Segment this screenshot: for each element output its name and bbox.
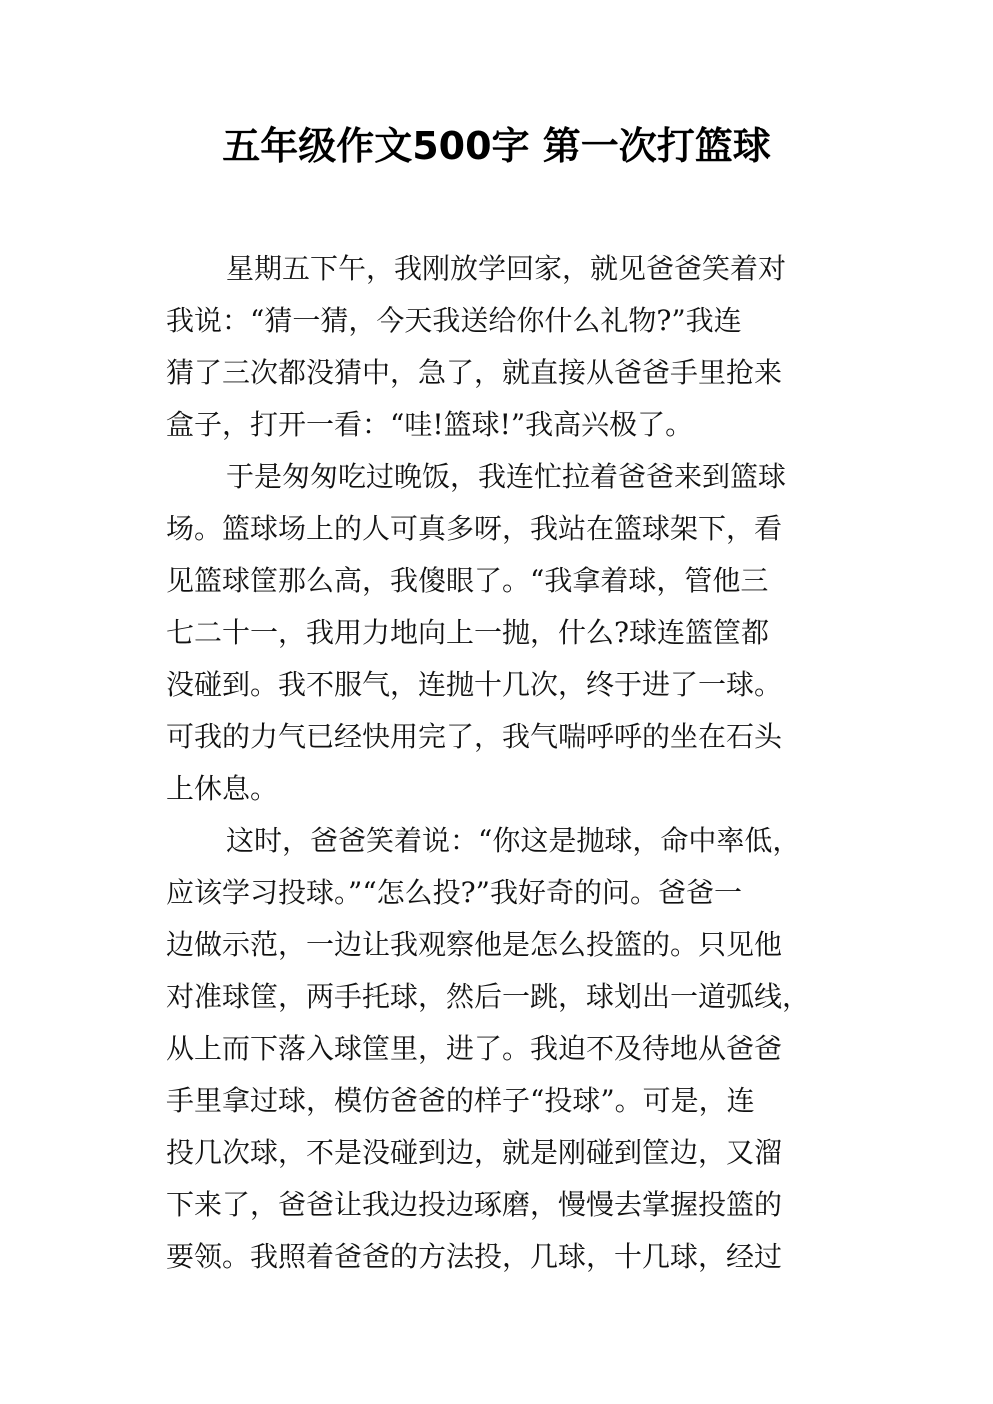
text-line: 对准球筐，两手托球，然后一跳，球划出一道弧线， <box>166 980 811 1013</box>
text-line: 手里拿过球，模仿爸爸的样子“投球”。可是，连 <box>166 1084 755 1117</box>
text-line: 我说：“猜一猜，今天我送给你什么礼物?”我连 <box>166 304 742 337</box>
document-title: 五年级作文500字 第一次打篮球 <box>222 124 771 168</box>
text-line: 没碰到。我不服气，连抛十几次，终于进了一球。 <box>166 668 783 701</box>
text-line: 要领。我照着爸爸的方法投，几球，十几球，经过 <box>166 1240 783 1273</box>
text-line: 星期五下午，我刚放学回家，就见爸爸笑着对 <box>226 252 787 285</box>
text-line: 这时，爸爸笑着说：“你这是抛球，命中率低， <box>226 824 801 857</box>
text-line: 场。篮球场上的人可真多呀，我站在篮球架下，看 <box>166 512 783 545</box>
text-line: 猜了三次都没猜中，急了，就直接从爸爸手里抢来 <box>166 356 783 389</box>
text-line: 上休息。 <box>166 772 279 805</box>
text-line: 盒子，打开一看：“哇!篮球!”我高兴极了。 <box>166 408 694 441</box>
text-line: 边做示范，一边让我观察他是怎么投篮的。只见他 <box>166 928 783 961</box>
text-line: 应该学习投球。”“怎么投?”我好奇的问。爸爸一 <box>166 876 742 909</box>
essay-body <box>166 243 866 1283</box>
text-line: 投几次球，不是没碰到边，就是刚碰到筐边，又溜 <box>166 1136 783 1169</box>
text-line: 可我的力气已经快用完了，我气喘呼呼的坐在石头 <box>166 720 783 753</box>
text-line: 下来了，爸爸让我边投边琢磨，慢慢去掌握投篮的 <box>166 1188 783 1221</box>
text-line: 见篮球筐那么高，我傻眼了。“我拿着球，管他三 <box>166 564 769 597</box>
text-line: 七二十一，我用力地向上一抛，什么?球连篮筐都 <box>166 616 770 649</box>
text-line: 于是匆匆吃过晚饭，我连忙拉着爸爸来到篮球 <box>226 460 787 493</box>
text-line: 从上而下落入球筐里，进了。我迫不及待地从爸爸 <box>166 1032 783 1065</box>
